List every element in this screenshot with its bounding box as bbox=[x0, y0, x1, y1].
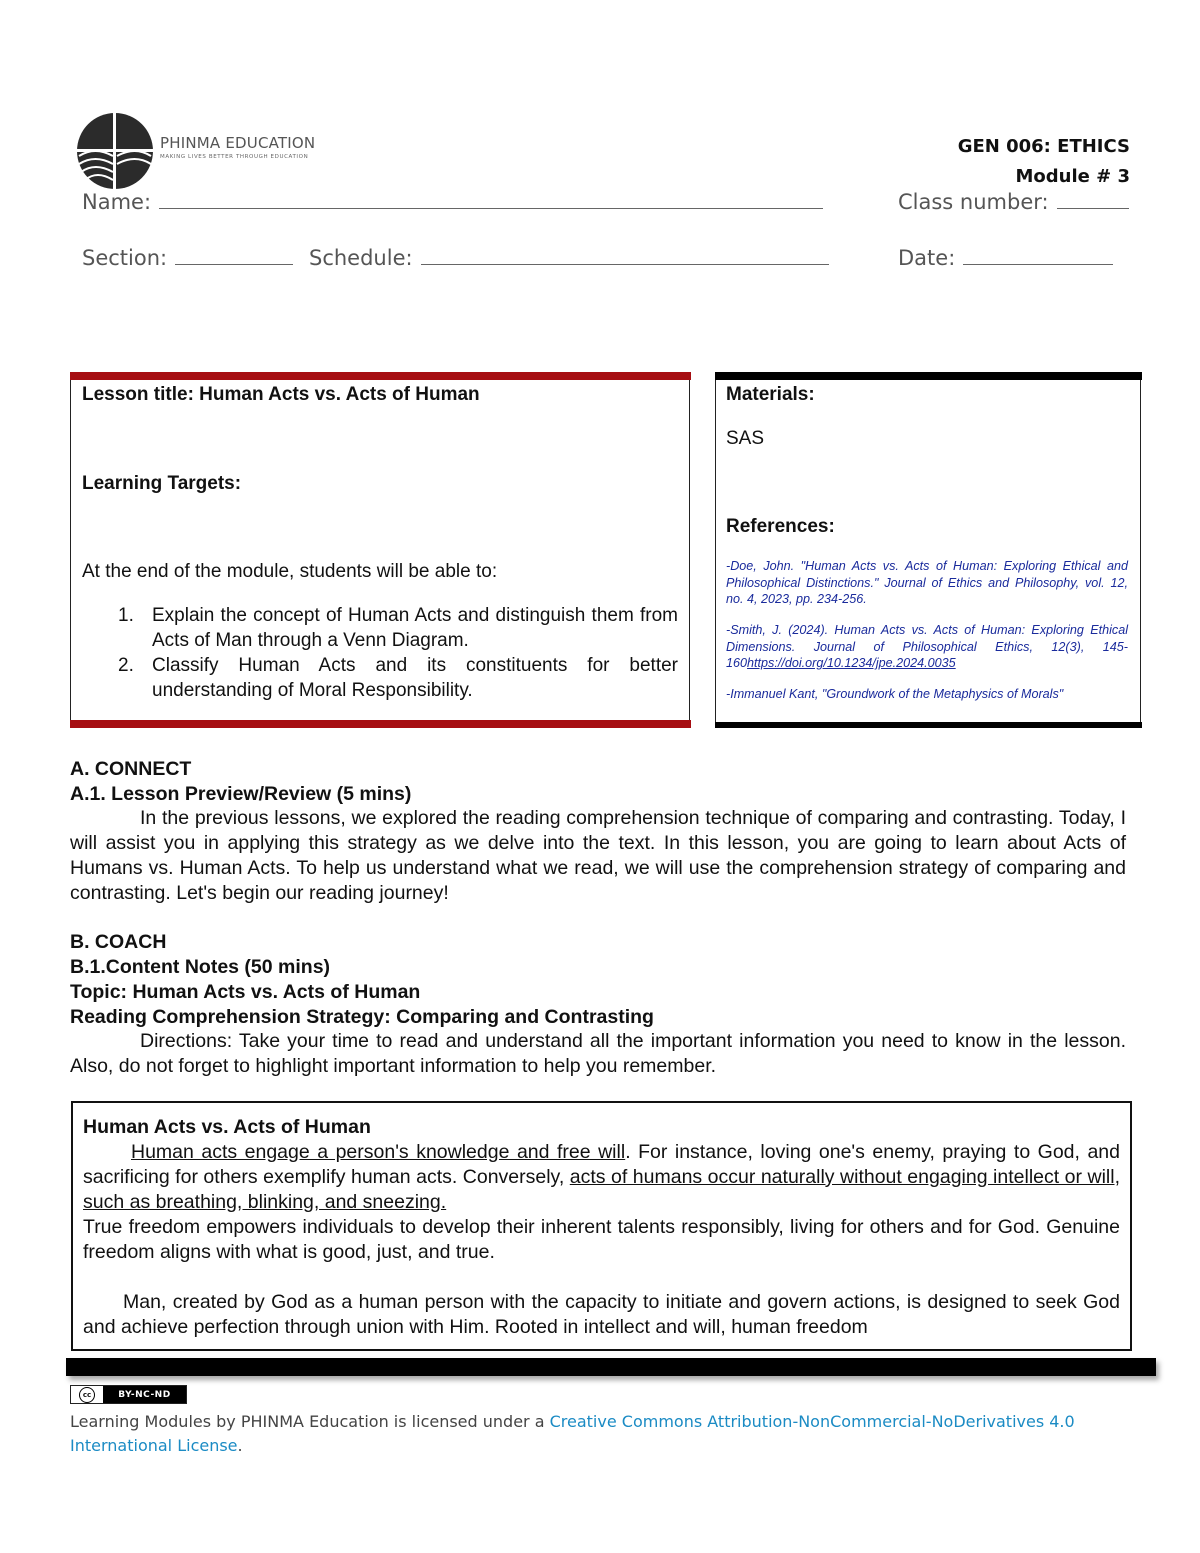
materials-box bbox=[715, 372, 1141, 728]
content-notes-paragraph-1: Human acts engage a person's knowledge and free will. For instance, loving one's enemy, praying to God, and sacrificing for others exemplify human acts. Conversely, acts of humans occur naturally without engaging intellect or will, such as breathing, blinking, and sneezing. bbox=[83, 1141, 1120, 1213]
course-block bbox=[958, 132, 1130, 192]
content-notes-paragraph-2: True freedom empowers individuals to develop their inherent talents responsibly, living for others and for God. Genuine freedom aligns with what is good, just, and true. bbox=[83, 1216, 1120, 1263]
license-text: Learning Modules by PHINMA Education is licensed under a Creative Commons Attribution-NonCommercial-NoDerivatives 4.0 International License. bbox=[70, 1412, 1075, 1455]
brand-tagline: MAKING LIVES BETTER THROUGH EDUCATION bbox=[160, 154, 309, 160]
reference-doe: -Doe, John. "Human Acts vs. Acts of Human: Exploring Ethical and Philosophical Distinctions." Journal of Ethics and Philosophy, vol. 12, no. 4, 2023, pp. 234-256. bbox=[726, 559, 1128, 606]
coach-topic: Topic: Human Acts vs. Acts of Human bbox=[70, 981, 421, 1003]
learning-targets-label: Learning Targets: bbox=[82, 473, 242, 494]
schedule-field[interactable] bbox=[309, 246, 829, 270]
cc-terms: BY-NC-ND bbox=[103, 1386, 186, 1403]
references-label: References: bbox=[726, 516, 835, 537]
name-field[interactable] bbox=[82, 190, 823, 214]
lesson-box-top-bar bbox=[70, 372, 691, 380]
content-notes-text bbox=[83, 1115, 1120, 1340]
connect-subheading: A.1. Lesson Preview/Review (5 mins) bbox=[70, 783, 412, 805]
lesson-box-bottom-bar bbox=[70, 720, 691, 728]
name-label: Name: bbox=[82, 190, 152, 214]
content-notes-title: Human Acts vs. Acts of Human bbox=[83, 1116, 371, 1138]
date-label: Date: bbox=[898, 246, 956, 270]
schedule-label: Schedule: bbox=[309, 246, 413, 270]
materials-box-bottom-bar bbox=[715, 722, 1142, 728]
learning-targets-intro: At the end of the module, students will be able to: bbox=[82, 561, 498, 582]
materials-value: SAS bbox=[726, 428, 765, 449]
name-line[interactable] bbox=[159, 207, 823, 209]
reference-smith: -Smith, J. (2024). Human Acts vs. Acts of Human: Exploring Ethical Dimensions. Journal of Philosophical Ethics, 12(3), 145-160https://doi.org/10.1234/jpe.2024.0035 bbox=[726, 623, 1128, 670]
connect-paragraph: In the previous lessons, we explored the reading comprehension technique of comparing and contrasting. Today, I will assist you in applying this strategy as we delve into the text. In this lesson, you are going to learn about Acts of Humans vs. Human Acts. To help us understand what we read, we will use the comprehension strategy of comparing and contrasting. Let's begin our reading journey! bbox=[70, 807, 1126, 904]
learning-targets-list bbox=[82, 603, 678, 703]
class-number-label: Class number: bbox=[898, 190, 1049, 214]
materials-box-top-bar bbox=[715, 372, 1142, 380]
section-label: Section: bbox=[82, 246, 168, 270]
coach-directions: Directions: Take your time to read and understand all the important information you need to know in the lesson. Also, do not forget to highlight important information to help you remember. bbox=[70, 1030, 1126, 1077]
section-line[interactable] bbox=[175, 263, 293, 265]
reference-doi-link[interactable]: https://doi.org/10.1234/jpe.2024.0035 bbox=[747, 656, 956, 670]
cc-license-badge[interactable] bbox=[70, 1385, 187, 1404]
content-notes-paragraph-3: Man, created by God as a human person with the capacity to initiate and govern actions, is designed to seek God and achieve perfection through union with Him. Rooted in intellect and will, human freedom bbox=[83, 1291, 1120, 1338]
date-line[interactable] bbox=[963, 263, 1113, 265]
learning-target-item: 1. Explain the concept of Human Acts and distinguish them from Acts of Man through a Venn Diagram. bbox=[118, 605, 678, 651]
coach-subheading: B.1.Content Notes (50 mins) bbox=[70, 956, 331, 978]
connect-heading: A. CONNECT bbox=[70, 758, 192, 780]
materials-label: Materials: bbox=[726, 384, 815, 405]
content-notes-box bbox=[71, 1101, 1132, 1351]
class-number-line[interactable] bbox=[1057, 207, 1129, 209]
cc-icon: cc bbox=[79, 1387, 95, 1403]
phinma-logo bbox=[75, 112, 155, 190]
coach-heading: B. COACH bbox=[70, 931, 167, 953]
date-field[interactable] bbox=[898, 246, 1113, 270]
reference-kant: -Immanuel Kant, "Groundwork of the Metaphysics of Morals" bbox=[726, 687, 1064, 701]
footer-bar bbox=[66, 1358, 1156, 1376]
class-number-field[interactable] bbox=[898, 190, 1129, 214]
license-link[interactable]: Creative Commons Attribution-NonCommercial-NoDerivatives 4.0 International License bbox=[70, 1412, 1075, 1455]
course-code: GEN 006: ETHICS bbox=[957, 136, 1130, 157]
brand-name: PHINMA EDUCATION bbox=[160, 134, 316, 152]
module-number: Module # 3 bbox=[1015, 166, 1130, 187]
section-field[interactable] bbox=[82, 246, 293, 270]
lesson-title: Lesson title: Human Acts vs. Acts of Human bbox=[82, 384, 480, 405]
learning-target-item: 2. Classify Human Acts and its constituents for better understanding of Moral Responsibility. bbox=[118, 655, 678, 701]
schedule-line[interactable] bbox=[421, 263, 829, 265]
coach-strategy: Reading Comprehension Strategy: Comparing and Contrasting bbox=[70, 1006, 654, 1028]
